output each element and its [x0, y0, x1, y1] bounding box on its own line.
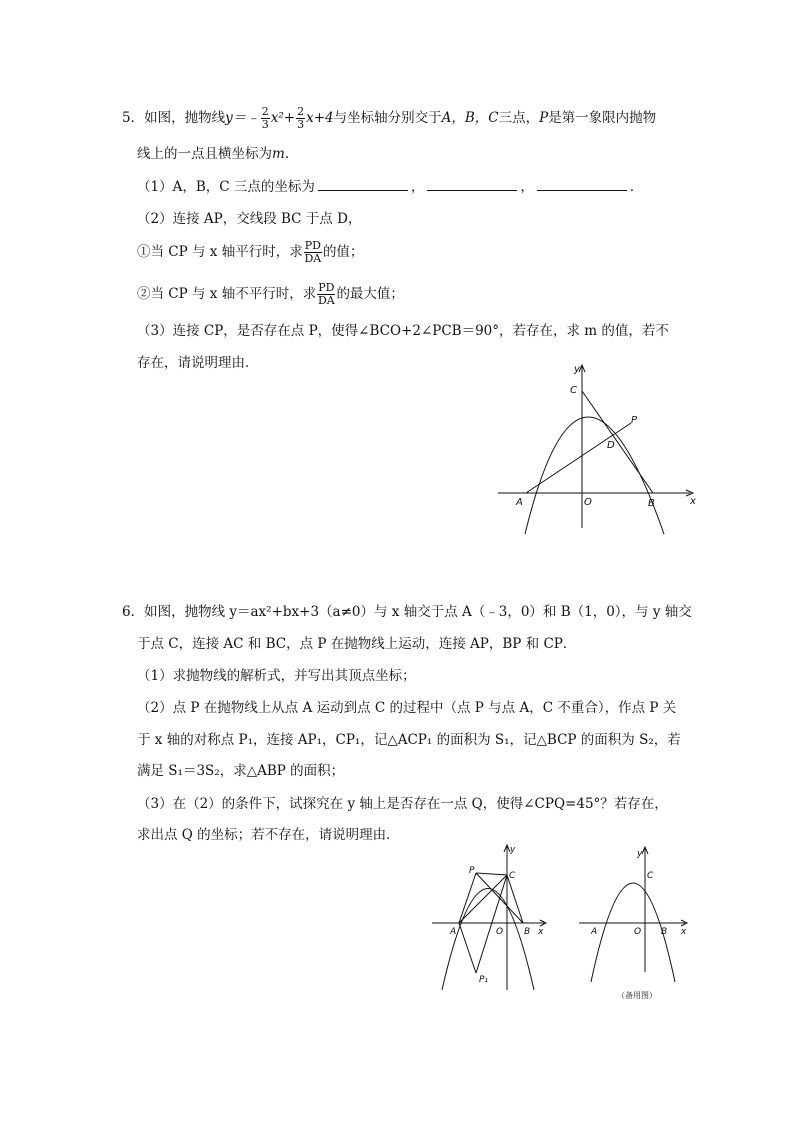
q5-label-x: x	[690, 496, 696, 507]
q6-part-1: （1）求抛物线的解析式，并写出其顶点坐标；	[137, 668, 416, 684]
q5-line-2	[137, 145, 298, 163]
q5-y-eq: y＝﹣	[225, 110, 260, 126]
q6-part-2-c: 满足 S₁＝3S₂，求△ABP 的面积；	[137, 763, 345, 779]
q6-line-2: 于点 C，连接 AC 和 BC，点 P 在抛物线上运动，连接 AP，BP 和 CP．	[137, 636, 577, 652]
q5-p: P	[539, 110, 549, 126]
q5-case-1	[137, 240, 363, 265]
q6-figure-2	[575, 842, 695, 1002]
q6f2-label-C: C	[647, 871, 654, 881]
q5-label-C: C	[570, 385, 577, 396]
q5-case2-frac: $\frac{PD}{DA}$	[317, 281, 335, 307]
q6f1-label-C: C	[509, 871, 516, 881]
q5-part-1	[137, 178, 643, 196]
q5-label-P: P	[631, 415, 638, 426]
q5-m: m	[272, 146, 285, 162]
q5-parabola	[525, 417, 664, 534]
q5-text-c: 三点，	[498, 110, 540, 126]
q6f1-label-O: O	[496, 927, 504, 937]
answer-blank-b[interactable]	[427, 178, 517, 191]
q6-line-1: 6．如图，抛物线 y＝ax²+bx+3（a≠0）与 x 轴交于点 A（﹣3，0）和 B（1，0），与 y 轴交	[122, 604, 692, 620]
q5-frac-2: $\frac{2}{3}$	[297, 105, 305, 131]
q5-case2-text: ②当 CP 与 x 轴不平行时，求	[137, 286, 317, 302]
q5-figure	[490, 360, 700, 540]
q5-label-y: y	[574, 364, 580, 375]
q5-text-b: 与坐标轴分别交于	[333, 110, 442, 126]
q5-x4: x+4	[306, 110, 334, 126]
q6f1-BC	[507, 875, 523, 923]
q5-number: 5．	[122, 110, 145, 126]
q6f2-label-x: x	[681, 927, 687, 937]
q6f1-AP1	[459, 923, 476, 973]
q5-case1-text: ①当 CP 与 x 轴平行时，求	[137, 244, 303, 260]
q5-case2-end: 的最大值；	[336, 286, 404, 302]
q6-part-2-a: （2）点 P 在抛物线上从点 A 运动到点 C 的过程中（点 P 与点 A，C 不重合），作点 P 关	[137, 700, 677, 716]
q6f1-label-P: P	[469, 866, 475, 876]
q5-part-3-b: 存在，请说明理由．	[137, 355, 259, 371]
q5-label-D: D	[607, 440, 615, 451]
q5-label-A: A	[516, 497, 523, 508]
q6-part-3-b: 求出点 Q 的坐标；若不存在，请说明理由．	[137, 827, 400, 843]
q5-part-3-a: （3）连接 CP，是否存在点 P，使得∠BCO+2∠PCB＝90°，若存在，求 m 的值，若不	[137, 323, 669, 339]
q6-part-2-b: 于 x 轴的对称点 P₁，连接 AP₁，CP₁，记△ACP₁ 的面积为 S₁，记△BCP 的面积为 S₂，若	[137, 732, 681, 748]
q5-label-O: O	[584, 497, 592, 508]
answer-blank-a[interactable]	[318, 178, 408, 191]
q6f2-label-O: O	[634, 927, 642, 937]
q6f1-PC	[476, 873, 507, 875]
q6f1-label-B: B	[524, 927, 531, 937]
q5-frac-1: $\frac{2}{3}$	[261, 105, 269, 131]
q5-points: A，B，C	[441, 110, 499, 126]
q6-part-3-a: （3）在（2）的条件下，试探究在 y 轴上是否存在一点 Q，使得∠CPQ=45°？若存在，	[137, 796, 668, 812]
q6f1-label-y: y	[510, 845, 516, 855]
q6f1-label-x: x	[538, 927, 544, 937]
q6f2-caption: （备用图）	[617, 991, 657, 1000]
q5-part1-text: （1）A，B，C 三点的坐标为	[137, 179, 315, 195]
q5-part-2: （2）连接 AP，交线段 BC 于点 D，	[137, 211, 362, 227]
q5-case1-frac: $\frac{PD}{DA}$	[304, 239, 322, 265]
q5-case-2	[137, 282, 404, 307]
q6f1-label-A: A	[450, 927, 457, 937]
q5-line2-text: 线上的一点且横坐标为	[137, 146, 272, 162]
q6f2-label-B: B	[661, 927, 668, 937]
q5-line2-end: ．	[284, 146, 299, 162]
q6f1-parabola-reflected	[462, 862, 492, 980]
q5-text-intro: 如图，抛物线	[144, 110, 226, 126]
q5-segment-CP	[582, 391, 631, 423]
q5-label-B: B	[648, 498, 655, 509]
q5-segment-CB	[582, 391, 653, 493]
q6-figure-1	[430, 842, 550, 992]
q5-x2: x²+	[270, 110, 296, 126]
q5-part1-end: ．	[629, 179, 644, 195]
q5-sep-1: ，	[410, 179, 425, 195]
q5-case1-end: 的值；	[322, 244, 364, 260]
q5-text-d: 是第一象限内抛物	[548, 110, 657, 126]
q5-sep-2: ，	[520, 179, 534, 195]
q6f1-label-P1: P₁	[479, 975, 489, 985]
q6f2-label-y: y	[637, 849, 643, 859]
q5-line-1	[122, 106, 656, 131]
q5-segment-AP	[526, 423, 631, 493]
q6f2-label-A: A	[591, 927, 598, 937]
answer-blank-c[interactable]	[537, 178, 627, 191]
